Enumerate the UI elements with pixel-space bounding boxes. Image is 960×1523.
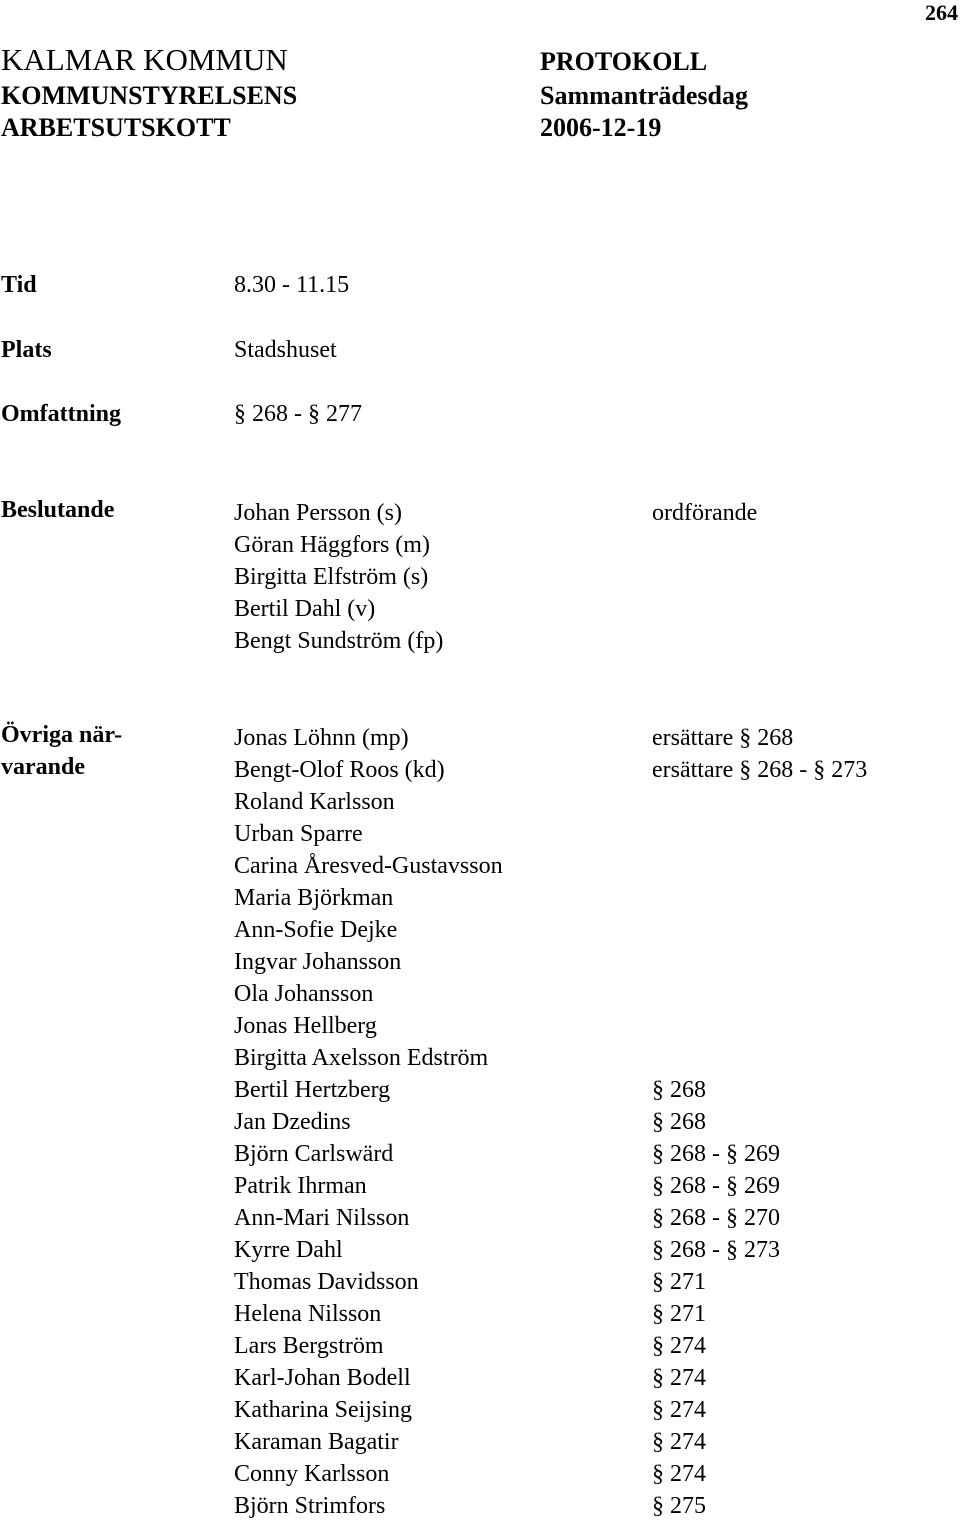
attendee-row bbox=[234, 1362, 706, 1394]
attendee-note: § 268 - § 270 bbox=[652, 1205, 780, 1231]
attendee-row bbox=[234, 946, 503, 978]
attendee-name: Jonas Löhnn (mp) bbox=[234, 725, 409, 751]
attendee-note: § 275 bbox=[652, 1493, 706, 1519]
attendee-note: § 268 bbox=[652, 1077, 706, 1103]
attendee-row bbox=[234, 1042, 503, 1074]
attendee-note: § 268 - § 273 bbox=[652, 1237, 780, 1263]
attendee-note: § 274 bbox=[652, 1397, 706, 1423]
attendee-row bbox=[234, 1394, 706, 1426]
attendee-name: Karaman Bagatir bbox=[234, 1429, 399, 1455]
attendee-row bbox=[234, 1234, 780, 1266]
attendee-name: Lars Bergström bbox=[234, 1333, 384, 1359]
attendee-row bbox=[234, 978, 503, 1010]
meeting-label: Sammanträdesdag bbox=[540, 81, 749, 110]
beslutande-row bbox=[234, 593, 443, 625]
member-name: Bertil Dahl (v) bbox=[234, 596, 376, 622]
attendee-name: Helena Nilsson bbox=[234, 1301, 382, 1327]
attendee-row bbox=[234, 1202, 780, 1234]
member-name: Bengt Sundström (fp) bbox=[234, 628, 444, 654]
attendee-name: Katharina Seijsing bbox=[234, 1397, 412, 1423]
beslutande-row bbox=[234, 529, 443, 561]
attendee-row bbox=[234, 1170, 780, 1202]
attendee-row bbox=[234, 1010, 503, 1042]
attendee-name: Carina Åresved-Gustavsson bbox=[234, 853, 503, 879]
attendee-note: § 274 bbox=[652, 1333, 706, 1359]
member-name: Birgitta Elfström (s) bbox=[234, 564, 429, 590]
attendee-row bbox=[234, 914, 503, 946]
attendee-name: Björn Carlswärd bbox=[234, 1141, 394, 1167]
attendee-note: § 274 bbox=[652, 1429, 706, 1455]
attendee-name: Björn Strimfors bbox=[234, 1493, 386, 1519]
place-value: Stadshuset bbox=[234, 337, 337, 363]
ovriga-label-line2: varande bbox=[1, 754, 85, 780]
attendee-row bbox=[234, 850, 503, 882]
attendee-row bbox=[234, 1330, 706, 1362]
attendee-row bbox=[234, 1074, 706, 1106]
attendee-name: Patrik Ihrman bbox=[234, 1173, 367, 1199]
org-subtitle-2: ARBETSUTSKOTT bbox=[1, 113, 231, 142]
attendee-name: Kyrre Dahl bbox=[234, 1237, 343, 1263]
beslutande-list bbox=[234, 497, 758, 657]
attendee-note: § 268 bbox=[652, 1109, 706, 1135]
attendee-row bbox=[234, 786, 503, 818]
beslutande-row bbox=[234, 625, 443, 657]
org-name: KALMAR KOMMUN bbox=[1, 42, 288, 77]
time-label: Tid bbox=[1, 272, 37, 298]
attendee-note: § 271 bbox=[652, 1269, 706, 1295]
attendee-row bbox=[234, 1298, 706, 1330]
attendee-name: Ingvar Johansson bbox=[234, 949, 402, 975]
attendee-name: Conny Karlsson bbox=[234, 1461, 390, 1487]
scope-label: Omfattning bbox=[1, 401, 121, 427]
attendee-name: Urban Sparre bbox=[234, 821, 363, 847]
beslutande-row bbox=[234, 561, 443, 593]
attendee-name: Karl-Johan Bodell bbox=[234, 1365, 411, 1391]
page-number: 264 bbox=[925, 0, 958, 25]
ovriga-label-line1: Övriga när- bbox=[1, 722, 123, 748]
attendee-row bbox=[234, 754, 868, 786]
attendee-name: Roland Karlsson bbox=[234, 789, 395, 815]
attendee-note: § 274 bbox=[652, 1461, 706, 1487]
place-label: Plats bbox=[1, 337, 52, 363]
attendee-name: Jan Dzedins bbox=[234, 1109, 351, 1135]
attendee-row bbox=[234, 1106, 706, 1138]
attendee-note: ersättare § 268 bbox=[652, 725, 794, 751]
attendee-row bbox=[234, 818, 503, 850]
attendee-row bbox=[234, 1458, 706, 1490]
beslutande-label: Beslutande bbox=[1, 497, 115, 523]
attendee-name: Thomas Davidsson bbox=[234, 1269, 419, 1295]
attendee-note: § 271 bbox=[652, 1301, 706, 1327]
member-name: Johan Persson (s) bbox=[234, 500, 402, 526]
time-value: 8.30 - 11.15 bbox=[234, 272, 350, 298]
attendee-note: ersättare § 268 - § 273 bbox=[652, 757, 868, 783]
attendee-name: Ann-Sofie Dejke bbox=[234, 917, 398, 943]
attendee-name: Maria Björkman bbox=[234, 885, 394, 911]
org-subtitle-1: KOMMUNSTYRELSENS bbox=[1, 81, 298, 110]
attendee-name: Ann-Mari Nilsson bbox=[234, 1205, 410, 1231]
meeting-date: 2006-12-19 bbox=[540, 113, 662, 142]
attendee-note: § 268 - § 269 bbox=[652, 1141, 780, 1167]
member-name: Göran Häggfors (m) bbox=[234, 532, 430, 558]
member-role: ordförande bbox=[652, 500, 758, 526]
attendee-name: Bertil Hertzberg bbox=[234, 1077, 391, 1103]
attendee-row bbox=[234, 1266, 706, 1298]
attendee-note: § 274 bbox=[652, 1365, 706, 1391]
attendee-name: Birgitta Axelsson Edström bbox=[234, 1045, 489, 1071]
attendee-row bbox=[234, 722, 794, 754]
beslutande-row bbox=[234, 497, 758, 529]
ovriga-list bbox=[234, 722, 868, 1522]
attendee-row bbox=[234, 1490, 706, 1522]
attendee-row bbox=[234, 1426, 706, 1458]
scope-value: § 268 - § 277 bbox=[234, 401, 362, 427]
doc-type: PROTOKOLL bbox=[540, 47, 708, 76]
attendee-note: § 268 - § 269 bbox=[652, 1173, 780, 1199]
attendee-row bbox=[234, 1138, 780, 1170]
attendee-row bbox=[234, 882, 503, 914]
attendee-name: Jonas Hellberg bbox=[234, 1013, 377, 1039]
attendee-name: Bengt-Olof Roos (kd) bbox=[234, 757, 445, 783]
attendee-name: Ola Johansson bbox=[234, 981, 374, 1007]
